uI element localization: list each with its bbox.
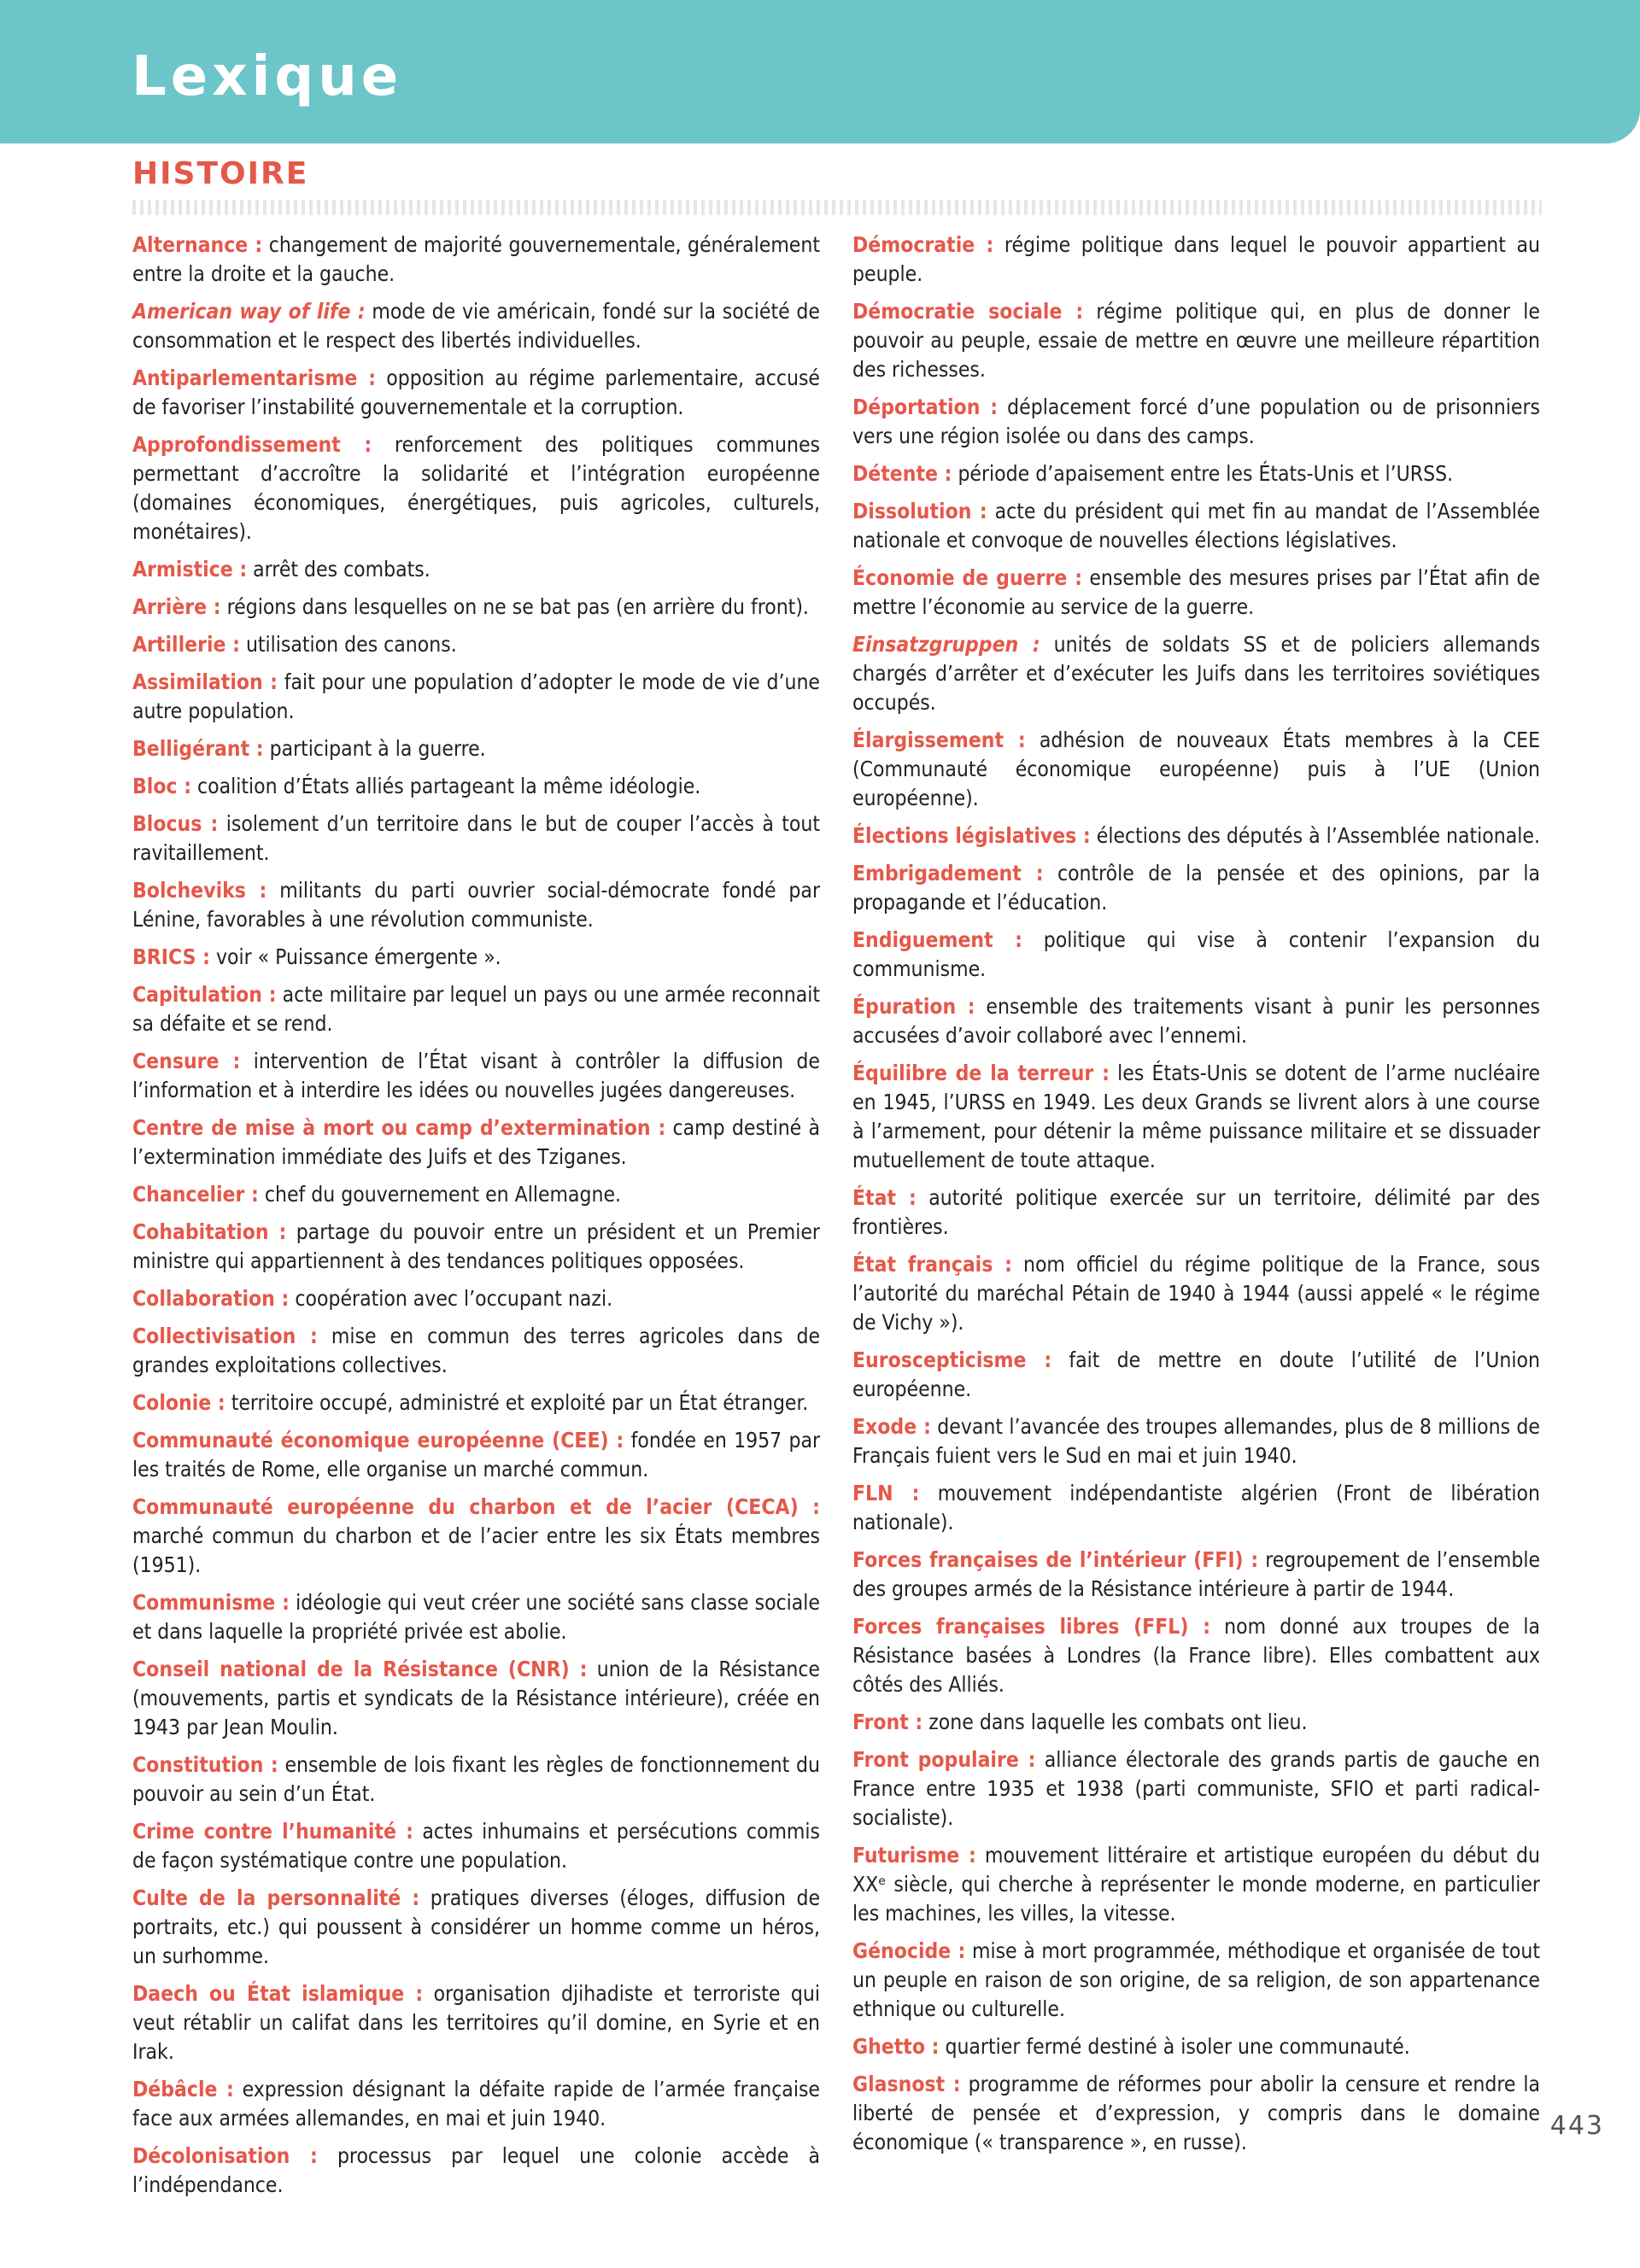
glossary-term: Ghetto : xyxy=(852,2034,940,2059)
glossary-definition: renforcement des politiques communes permettant d’accroître la solidarité et l’intégration européenne (domaines économiques, énergétiques, puis agricoles, culturels, monétaires). xyxy=(132,432,820,544)
glossary-entry xyxy=(852,459,1540,488)
glossary-entry xyxy=(132,668,820,726)
glossary-term: Capitulation : xyxy=(132,982,277,1007)
glossary-term: Cohabitation : xyxy=(132,1219,287,1244)
glossary-column-left xyxy=(132,231,820,2208)
glossary-term: Communauté européenne du charbon et de l’acier (CECA) : xyxy=(132,1494,820,1519)
glossary-entry xyxy=(132,2142,820,2200)
glossary-definition: unités de soldats SS et de policiers allemands chargés d’arrêter et d’exécuter les Juifs dans les territoires soviétiques occupés. xyxy=(852,632,1541,715)
glossary-definition: quartier fermé destiné à isoler une communauté. xyxy=(945,2034,1410,2059)
glossary-entry xyxy=(852,1412,1540,1470)
glossary-term: Belligérant : xyxy=(132,736,264,761)
glossary-term: Débâcle : xyxy=(132,2077,234,2101)
glossary-entry xyxy=(132,555,820,584)
glossary-definition: voir « Puissance émergente ». xyxy=(215,944,501,969)
glossary-term: Arrière : xyxy=(132,594,221,619)
glossary-term: American way of life : xyxy=(132,299,366,324)
glossary-term: Front populaire : xyxy=(852,1747,1036,1772)
glossary-entry xyxy=(852,1937,1540,2024)
glossary-definition: mode de vie américain, fondé sur la société de consommation et le respect des libertés individuelles. xyxy=(132,299,820,353)
glossary-definition: changement de majorité gouvernementale, généralement entre la droite et la gauche. xyxy=(132,232,820,286)
glossary-definition: élections des députés à l’Assemblée nationale. xyxy=(1096,823,1540,848)
glossary-entry xyxy=(132,630,820,659)
glossary-term: Conseil national de la Résistance (CNR) : xyxy=(132,1657,588,1681)
glossary-column-right xyxy=(852,231,1540,2166)
glossary-definition: intervention de l’État visant à contrôler la diffusion de l’information et à interdire les idées ou nouvelles jugées dangereuses. xyxy=(132,1049,820,1102)
glossary-entry xyxy=(852,630,1540,717)
glossary-term: Daech ou État islamique : xyxy=(132,1981,424,2006)
glossary-term: Armistice : xyxy=(132,557,248,582)
glossary-term: Chancelier : xyxy=(132,1182,259,1207)
glossary-entry xyxy=(852,1250,1540,1337)
glossary-entry xyxy=(132,1284,820,1313)
glossary-entry xyxy=(852,497,1540,555)
section-divider xyxy=(132,200,1542,215)
glossary-definition: régime politique qui, en plus de donner le pouvoir au peuple, essaie de mettre en œuvre une meilleure répartition des richesses. xyxy=(852,299,1540,382)
glossary-definition: mise en commun des terres agricoles dans de grandes exploitations collectives. xyxy=(132,1324,821,1377)
glossary-definition: isolement d’un territoire dans le but de couper l’accès à tout ravitaillement. xyxy=(132,811,821,865)
glossary-entry xyxy=(132,297,820,355)
glossary-entry xyxy=(132,876,820,934)
glossary-definition: adhésion de nouveaux États membres à la CEE (Communauté économique européenne) puis à l’UE (Union européenne). xyxy=(852,728,1540,810)
glossary-definition: utilisation des canons. xyxy=(245,632,457,657)
glossary-term: Centre de mise à mort ou camp d’extermination : xyxy=(132,1115,666,1140)
glossary-entry xyxy=(132,1884,820,1971)
glossary-term: Collaboration : xyxy=(132,1286,290,1311)
glossary-term: Approfondissement : xyxy=(132,432,372,457)
glossary-definition: programme de réformes pour abolir la censure et rendre la liberté de pensée et d’expression, y compris dans le domaine économique (« transparence », en russe). xyxy=(852,2072,1541,2154)
glossary-entry xyxy=(852,1708,1540,1737)
glossary-entry xyxy=(852,1479,1540,1537)
glossary-term: Embrigadement : xyxy=(852,861,1044,886)
glossary-definition: régime politique dans lequel le pouvoir appartient au peuple. xyxy=(852,232,1540,286)
glossary-definition: ensemble des traitements visant à punir les personnes accusées d’avoir collaboré avec l’ennemi. xyxy=(852,994,1540,1048)
glossary-term: Artillerie : xyxy=(132,632,240,657)
glossary-definition: expression désignant la défaite rapide de l’armée française face aux armées allemandes, en mai et juin 1940. xyxy=(132,2077,820,2131)
glossary-definition: pratiques diverses (éloges, diffusion de portraits, etc.) qui poussent à considérer un homme comme un héros, un surhomme. xyxy=(132,1885,821,1968)
glossary-entry xyxy=(132,1588,820,1646)
glossary-entry xyxy=(852,821,1540,850)
glossary-term: Censure : xyxy=(132,1049,241,1073)
glossary-definition: opposition au régime parlementaire, accusé de favoriser l’instabilité gouvernementale et la corruption. xyxy=(132,365,820,419)
glossary-definition: ensemble de lois fixant les règles de fonctionnement du pouvoir au sein d’un État. xyxy=(132,1752,821,1806)
glossary-definition: alliance électorale des grands partis de gauche en France entre 1935 et 1938 (parti communiste, SFIO et parti radical-socialiste). xyxy=(852,1747,1540,1830)
glossary-entry xyxy=(132,1426,820,1484)
glossary-entry xyxy=(852,1184,1540,1242)
glossary-term: Communauté économique européenne (CEE) : xyxy=(132,1428,624,1453)
glossary-entry xyxy=(852,1059,1540,1175)
glossary-definition: contrôle de la pensée et des opinions, par la propagande et l’éducation. xyxy=(852,861,1541,915)
section-title: HISTOIRE xyxy=(132,156,309,191)
glossary-term: Bolcheviks : xyxy=(132,878,267,903)
glossary-entry xyxy=(132,1979,820,2066)
glossary-term: Démocratie : xyxy=(852,232,994,257)
glossary-entry xyxy=(852,1546,1540,1604)
glossary-definition: processus par lequel une colonie accède à l’indépendance. xyxy=(132,2143,821,2197)
glossary-term: Front : xyxy=(852,1710,923,1734)
glossary-term: État : xyxy=(852,1185,917,1210)
glossary-entry xyxy=(852,2070,1540,2157)
glossary-term: FLN : xyxy=(852,1481,920,1505)
header-banner xyxy=(0,0,1640,143)
glossary-term: Culte de la personnalité : xyxy=(132,1885,420,1910)
glossary-term: Constitution : xyxy=(132,1752,278,1777)
glossary-entry xyxy=(132,1388,820,1418)
glossary-definition: coopération avec l’occupant nazi. xyxy=(295,1286,613,1311)
glossary-term: Assimilation : xyxy=(132,669,278,694)
glossary-entry xyxy=(852,992,1540,1050)
glossary-entry xyxy=(852,726,1540,813)
glossary-definition: union de la Résistance (mouvements, partis et syndicats de la Résistance intérieure), créée en 1943 par Jean Moulin. xyxy=(132,1657,821,1739)
glossary-definition: actes inhumains et persécutions commis de façon systématique contre une population. xyxy=(132,1819,821,1873)
glossary-term: Euroscepticisme : xyxy=(852,1347,1052,1372)
glossary-term: Élections législatives : xyxy=(852,823,1091,848)
glossary-term: État français : xyxy=(852,1252,1012,1277)
glossary-term: Alternance : xyxy=(132,232,263,257)
page-title: Lexique xyxy=(132,45,403,108)
glossary-entry xyxy=(852,926,1540,984)
glossary-entry xyxy=(132,231,820,289)
glossary-entry xyxy=(132,943,820,972)
glossary-entry xyxy=(132,734,820,763)
glossary-entry xyxy=(132,430,820,547)
glossary-definition: fondée en 1957 par les traités de Rome, elle organise un marché commun. xyxy=(132,1428,821,1482)
glossary-term: Glasnost : xyxy=(852,2072,961,2096)
glossary-definition: nom officiel du régime politique de la France, sous l’autorité du maréchal Pétain de 1940 à 1944 (aussi appelé « le régime de Vichy »). xyxy=(852,1252,1541,1335)
glossary-definition: participant à la guerre. xyxy=(269,736,486,761)
glossary-definition: chef du gouvernement en Allemagne. xyxy=(264,1182,622,1207)
glossary-term: Détente : xyxy=(852,461,952,486)
glossary-definition: idéologie qui veut créer une société sans classe sociale et dans laquelle la propriété privée est abolie. xyxy=(132,1590,820,1644)
glossary-term: Déportation : xyxy=(852,395,999,419)
glossary-definition: organisation djihadiste et terroriste qui veut rétablir un califat dans les territoires qu’il domine, en Syrie et en Irak. xyxy=(132,1981,821,2064)
glossary-term: Einsatzgruppen : xyxy=(852,632,1040,657)
glossary-term: Génocide : xyxy=(852,1938,966,1963)
glossary-entry xyxy=(852,1346,1540,1404)
glossary-definition: déplacement forcé d’une population ou de prisonniers vers une région isolée ou dans des camps. xyxy=(852,395,1541,448)
glossary-definition: zone dans laquelle les combats ont lieu. xyxy=(928,1710,1308,1734)
glossary-entry xyxy=(852,859,1540,917)
glossary-entry xyxy=(852,1841,1540,1928)
glossary-entry xyxy=(852,297,1540,384)
glossary-entry xyxy=(852,1612,1540,1699)
glossary-term: Décolonisation : xyxy=(132,2143,318,2168)
glossary-term: Futurisme : xyxy=(852,1843,976,1868)
glossary-entry xyxy=(132,1751,820,1809)
glossary-definition: marché commun du charbon et de l’acier entre les six États membres (1951). xyxy=(132,1523,820,1577)
glossary-term: Démocratie sociale : xyxy=(852,299,1084,324)
glossary-definition: acte militaire par lequel un pays ou une armée reconnait sa défaite et se rend. xyxy=(132,982,821,1036)
glossary-definition: les États-Unis se dotent de l’arme nucléaire en 1945, l’URSS en 1949. Les deux Grands se livrent alors à une course à l’armement, pour détenir la même puissance militaire et se dissuader mutuellement de toute attaque. xyxy=(852,1061,1541,1172)
glossary-entry xyxy=(132,1322,820,1380)
page-number: 443 xyxy=(1549,2111,1604,2141)
glossary-definition: coalition d’États alliés partageant la même idéologie. xyxy=(197,774,701,798)
glossary-definition: camp destiné à l’extermination immédiate des Juifs et des Tziganes. xyxy=(132,1115,820,1169)
glossary-definition: nom donné aux troupes de la Résistance basées à Londres (la France libre). Elles combattent aux côtés des Alliés. xyxy=(852,1614,1541,1697)
glossary-entry xyxy=(852,231,1540,289)
glossary-entry xyxy=(132,1817,820,1875)
glossary-entry xyxy=(132,772,820,801)
glossary-term: Bloc : xyxy=(132,774,192,798)
glossary-entry xyxy=(132,1180,820,1209)
glossary-definition: arrêt des combats. xyxy=(253,557,430,582)
glossary-definition: partage du pouvoir entre un président et un Premier ministre qui appartiennent à des tendances politiques opposées. xyxy=(132,1219,820,1273)
glossary-entry xyxy=(132,1493,820,1580)
glossary-term: Équilibre de la terreur : xyxy=(852,1061,1110,1085)
glossary-entry xyxy=(132,364,820,422)
glossary-definition: regroupement de l’ensemble des groupes armés de la Résistance intérieure à partir de 1944. xyxy=(852,1547,1541,1601)
glossary-term: Économie de guerre : xyxy=(852,565,1083,590)
glossary-definition: acte du président qui met fin au mandat de l’Assemblée nationale et convoque de nouvelles élections législatives. xyxy=(852,499,1541,552)
glossary-term: Dissolution : xyxy=(852,499,987,523)
glossary-term: Endiguement : xyxy=(852,927,1022,952)
glossary-term: BRICS : xyxy=(132,944,210,969)
glossary-definition: régions dans lesquelles on ne se bat pas (en arrière du front). xyxy=(226,594,809,619)
glossary-term: Blocus : xyxy=(132,811,219,836)
glossary-term: Collectivisation : xyxy=(132,1324,318,1348)
glossary-definition: politique qui vise à contenir l’expansion du communisme. xyxy=(852,927,1541,981)
glossary-definition: mouvement indépendantiste algérien (Front de libération nationale). xyxy=(852,1481,1540,1534)
glossary-definition: ensemble des mesures prises par l’État afin de mettre l’économie au service de la guerre. xyxy=(852,565,1541,619)
glossary-entry xyxy=(132,1218,820,1276)
glossary-definition: fait de mettre en doute l’utilité de l’Union européenne. xyxy=(852,1347,1540,1401)
glossary-term: Forces françaises de l’intérieur (FFI) : xyxy=(852,1547,1259,1572)
glossary-entry xyxy=(132,980,820,1038)
glossary-definition: autorité politique exercée sur un territoire, délimité par des frontières. xyxy=(852,1185,1541,1239)
glossary-definition: fait pour une population d’adopter le mode de vie d’une autre population. xyxy=(132,669,820,723)
glossary-entry xyxy=(132,2075,820,2133)
glossary-entry xyxy=(852,2032,1540,2061)
glossary-definition: militants du parti ouvrier social-démocrate fondé par Lénine, favorables à une révolution communiste. xyxy=(132,878,820,932)
glossary-entry xyxy=(132,593,820,622)
glossary-definition: mouvement littéraire et artistique européen du début du XXᵉ siècle, qui cherche à représenter le monde moderne, en particulier les machines, les villes, la vitesse. xyxy=(852,1843,1540,1926)
glossary-entry xyxy=(852,1745,1540,1833)
glossary-entry xyxy=(852,393,1540,451)
glossary-entry xyxy=(132,1047,820,1105)
glossary-term: Antiparlementarisme : xyxy=(132,365,377,390)
glossary-term: Colonie : xyxy=(132,1390,226,1415)
glossary-definition: devant l’avancée des troupes allemandes, plus de 8 millions de Français fuient vers le Sud en mai et juin 1940. xyxy=(852,1414,1540,1468)
glossary-term: Forces françaises libres (FFL) : xyxy=(852,1614,1211,1639)
glossary-term: Communisme : xyxy=(132,1590,290,1615)
glossary-term: Épuration : xyxy=(852,994,975,1019)
glossary-definition: période d’apaisement entre les États-Unis et l’URSS. xyxy=(958,461,1454,486)
glossary-entry xyxy=(852,564,1540,622)
glossary-term: Exode : xyxy=(852,1414,931,1439)
glossary-entry xyxy=(132,1114,820,1172)
glossary-term: Crime contre l’humanité : xyxy=(132,1819,413,1844)
glossary-term: Élargissement : xyxy=(852,728,1026,752)
glossary-definition: mise à mort programmée, méthodique et organisée de tout un peuple en raison de son origine, de sa religion, de son appartenance ethnique ou culturelle. xyxy=(852,1938,1540,2021)
glossary-entry xyxy=(132,1655,820,1742)
glossary-entry xyxy=(132,810,820,868)
glossary-definition: territoire occupé, administré et exploité par un État étranger. xyxy=(231,1390,809,1415)
